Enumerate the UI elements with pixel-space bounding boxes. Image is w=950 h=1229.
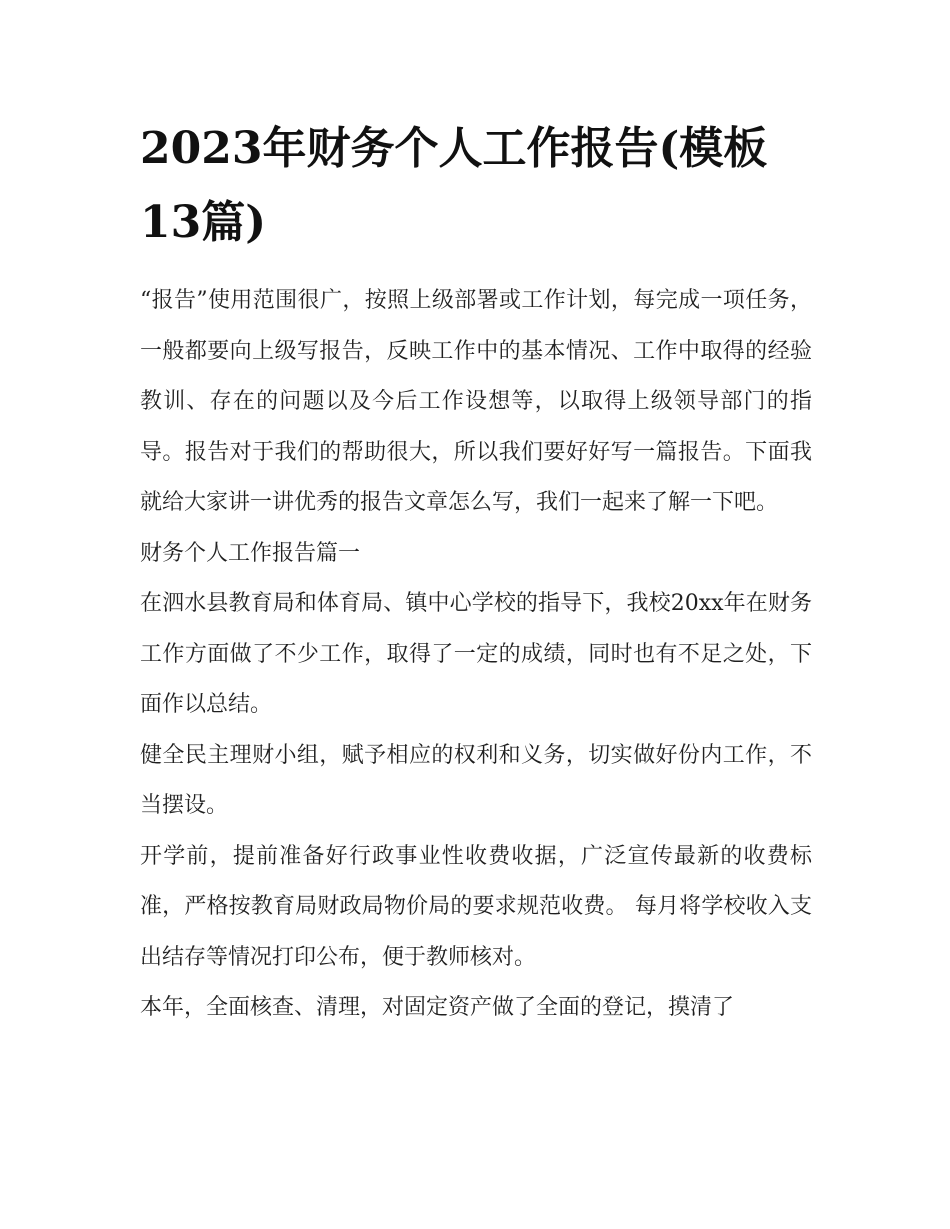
document-body [140,276,812,1034]
body-paragraph: 开学前，提前准备好行政事业性收费收据，广泛宣传最新的收费标准，严格按教育局财政局物价局的要求规范收费。 每月将学校收入支出结存等情况打印公布，便于教师核对。 [140,843,812,970]
section-heading: 财务个人工作报告篇一 [140,540,361,566]
body-paragraph: 本年，全面核查、清理，对固定资产做了全面的登记，摸清了 [140,995,735,1020]
body-paragraph: 健全民主理财小组，赋予相应的权利和义务，切实做好份内工作，不当摆设。 [140,742,812,818]
intro-paragraph: “报告”使用范围很广，按照上级部署或工作计划，每完成一项任务，一般都要向上级写报告，反映工作中的基本情况、工作中取得的经验教训、存在的问题以及今后工作设想等，以取得上级领导部门的指导。报告对于我们的帮助很大，所以我们要好好写一篇报告。下面我就给大家讲一讲优秀的报告文章怎么写，我们一起来了解一下吧。 [140,288,812,515]
body-paragraph: 在泗水县教育局和体育局、镇中心学校的指导下，我校20xx年在财务工作方面做了不少工作，取得了一定的成绩，同时也有不足之处，下面作以总结。 [140,591,812,717]
document-title: 2023年财务个人工作报告(模板13篇) [140,123,768,248]
